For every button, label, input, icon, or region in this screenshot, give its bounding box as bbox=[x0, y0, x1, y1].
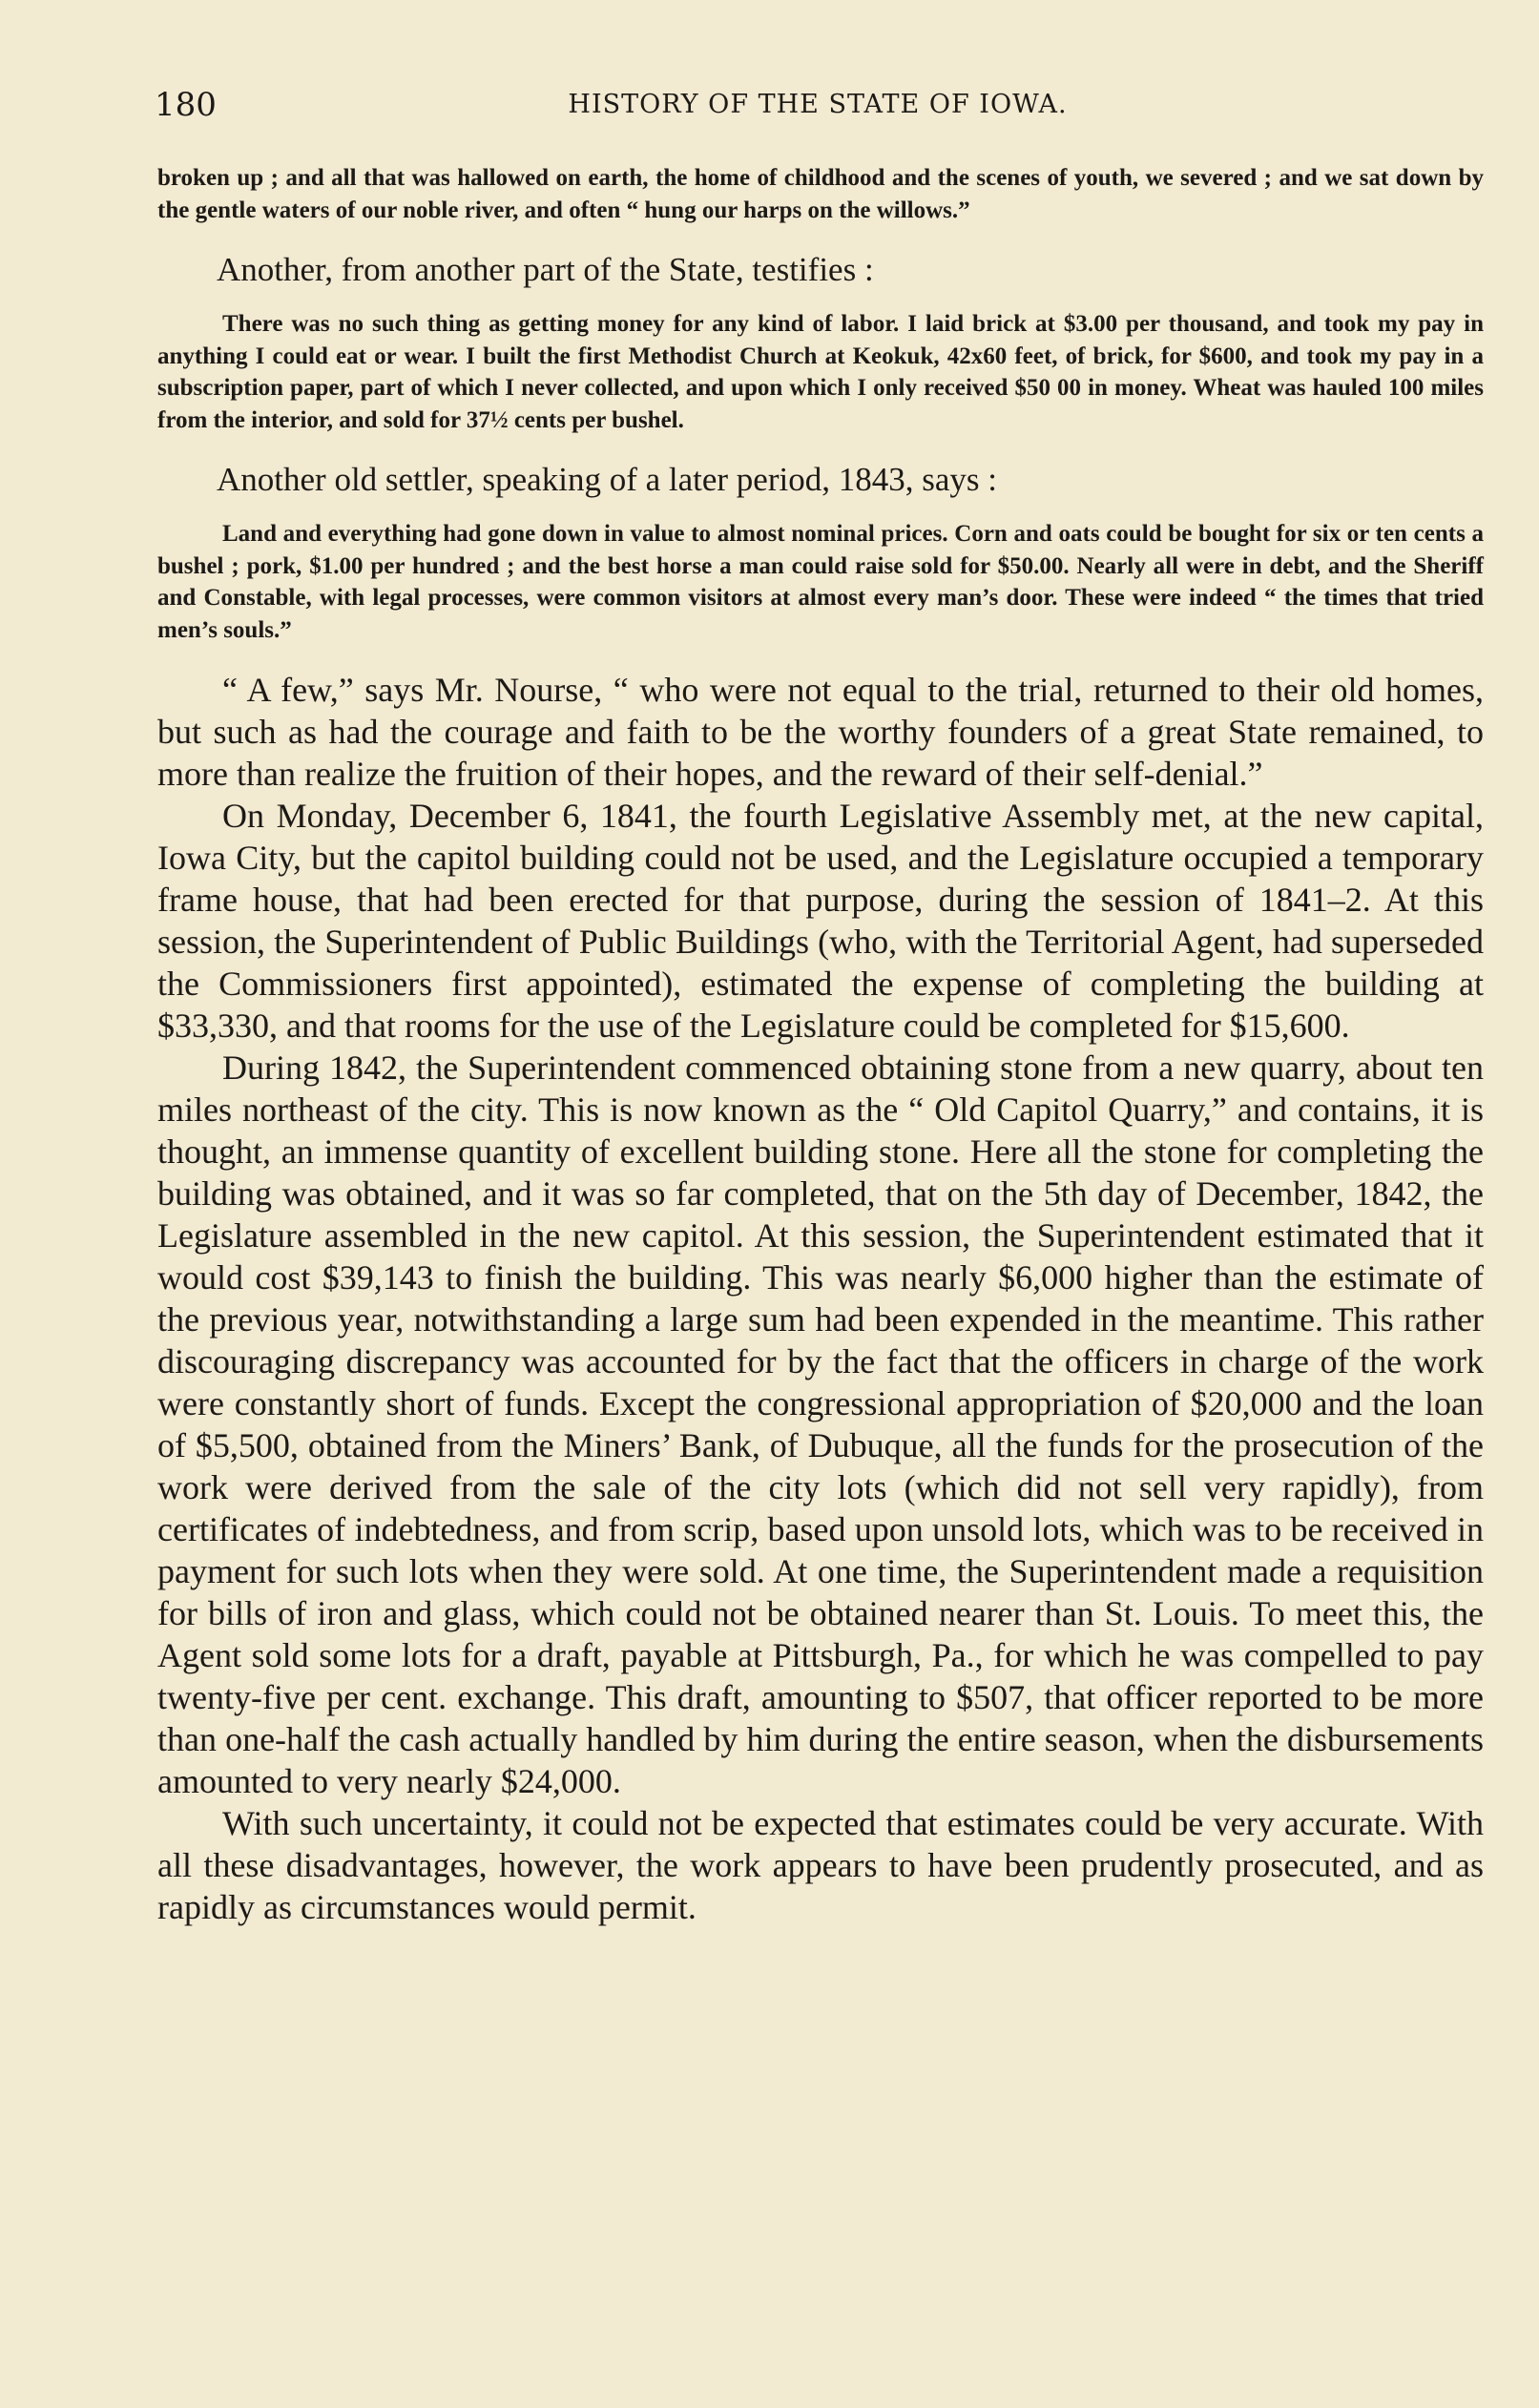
page-number: 180 bbox=[155, 86, 217, 124]
quote-intro: Another old settler, speaking of a later period, 1843, says : bbox=[217, 461, 997, 498]
block-quote: Land and everything had gone down in value to almost nominal prices. Corn and oats could be bought for six or ten cents a bushel ; pork, $1.00 per hundred ; and the best horse a man could raise sold for $50.00. Nearly all were in debt, and the Sheriff and Constable, with legal processes, were common visitors at almost every man’s door. These were indeed “ the times that tried men’s souls.” bbox=[157, 521, 1484, 643]
page-body bbox=[157, 162, 1484, 1928]
page-header bbox=[155, 86, 1481, 132]
paragraph: During 1842, the Superintendent commenced obtaining stone from a new quarry, about ten miles northeast of the city. This is now known as the “ Old Capitol Quarry,” and contains, it is thought, an immense quantity of excellent building stone. Here all the stone for completing the building was obtained, and it was so far completed, that on the 5th day of December, 1842, the Legislature assembled in the new capitol. At this session, the Superintendent estimated that it would cost $39,143 to finish the building. This was nearly $6,000 higher than the estimate of the previous year, notwithstanding a large sum had been expended in the meantime. This rather discouraging discrepancy was accounted for by the fact that the officers in charge of the work were constantly short of funds. Except the congressional appropriation of $20,000 and the loan of $5,500, obtained from the Miners’ Bank, of Dubuque, all the funds for the prosecution of the work were derived from the sale of the city lots (which did not sell very rapidly), from certificates of indebtedness, and from scrip, based upon unsold lots, which was to be received in payment for such lots when they were sold. At one time, the Superintendent made a requisition for bills of iron and glass, which could not be obtained nearer than St. Louis. To meet this, the Agent sold some lots for a draft, payable at Pittsburgh, Pa., for which he was compelled to pay twenty-five per cent. exchange. This draft, amounting to $507, that officer reported to be more than one-half the cash actually handled by him during the entire season, when the disbursements amounted to very nearly $24,000. bbox=[157, 1048, 1484, 1800]
quote-intro: Another, from another part of the State, testifies : bbox=[217, 251, 874, 288]
paragraph-continued: broken up ; and all that was hallowed on earth, the home of childhood and the scenes of youth, we severed ; and we sat down by the gentle waters of our noble river, and often “ hung our harps on the willows.” bbox=[157, 165, 1484, 223]
running-head: HISTORY OF THE STATE OF IOWA. bbox=[568, 90, 1068, 119]
paragraph: With such uncertainty, it could not be expected that estimates could be very accurate. With all these disadvantages, however, the work appears to have been prudently prosecuted, and as rapidly as circumstances would permit. bbox=[157, 1804, 1484, 1926]
block-quote: There was no such thing as getting money for any kind of labor. I laid brick at $3.00 per thousand, and took my pay in anything I could eat or wear. I built the first Methodist Church at Keokuk, 42x60 feet, of brick, for $600, and took my pay in a subscription paper, part of which I never collected, and upon which I only received $50 00 in money. Wheat was hauled 100 miles from the interior, and sold for 37½ cents per bushel. bbox=[157, 311, 1484, 433]
paragraph: On Monday, December 6, 1841, the fourth Legislative Assembly met, at the new capital, Iowa City, but the capitol building could not be used, and the Legislature occupied a temporary frame house, that had been erected for that purpose, during the session of 1841–2. At this session, the Superintendent of Public Buildings (who, with the Territorial Agent, had superseded the Commissioners first appointed), estimated the expense of completing the building at $33,330, and that rooms for the use of the Legislature could be completed for $15,600. bbox=[157, 797, 1484, 1045]
paragraph: “ A few,” says Mr. Nourse, “ who were not equal to the trial, returned to their old homes, but such as had the courage and faith to be the worthy founders of a great State remained, to more than realize the fruition of their hopes, and the reward of their self-denial.” bbox=[157, 671, 1484, 793]
